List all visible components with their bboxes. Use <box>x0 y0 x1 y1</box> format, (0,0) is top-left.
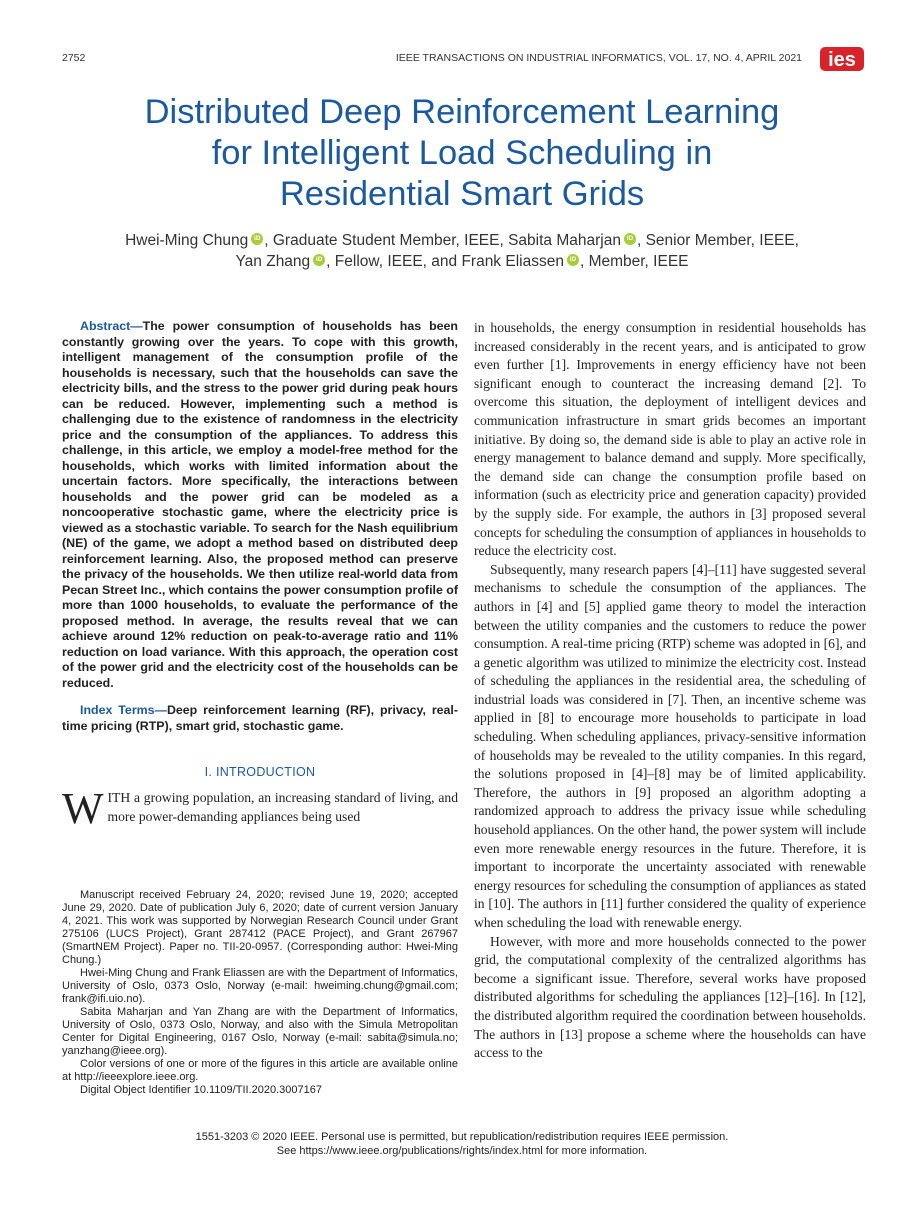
copyright-line: 1551-3203 © 2020 IEEE. Personal use is permitted, but republication/redistribution requires IEEE permission. <box>195 1131 729 1143</box>
footnote-color-versions: Color versions of one or more of the figures in this article are available online at http://ieeexplore.ieee.org. <box>62 1058 458 1083</box>
index-terms <box>62 703 458 734</box>
orcid-icon[interactable]: iD <box>624 233 636 245</box>
author-name: Sabita Maharjan <box>508 232 621 249</box>
author-affiliation: , Fellow, IEEE, and <box>326 253 462 270</box>
footnote-affiliation-2: Sabita Maharjan and Yan Zhang are with the Department of Informatics, University of Oslo, 0373 Oslo, Norway, and also with the Simula Metropolitan Center for Digital Engineering, 0167 Oslo, Norway (e-mail: sabita@simula.no; yanzhang@ieee.org). <box>62 1006 458 1057</box>
title-line-2: for Intelligent Load Scheduling in <box>211 134 713 172</box>
ies-logo <box>818 44 866 74</box>
section-heading-introduction: I. INTRODUCTION <box>204 765 316 779</box>
abstract <box>62 319 458 691</box>
author-list <box>62 230 862 272</box>
rights-link-line: See https://www.ieee.org/publications/rights/index.html for more information. <box>276 1145 648 1157</box>
logo-text: ies <box>828 49 856 71</box>
author-affiliation: , Graduate Student Member, IEEE, <box>264 232 509 249</box>
abstract-label: Abstract— <box>80 319 143 333</box>
footnote-doi: Digital Object Identifier 10.1109/TII.2020.3007167 <box>80 1084 322 1096</box>
page-number: 2752 <box>62 52 86 64</box>
title-line-3: Residential Smart Grids <box>279 175 645 213</box>
orcid-icon[interactable]: iD <box>251 233 263 245</box>
abstract-text: The power consumption of households has been constantly growing over the years. To cope with this growth, intelligent management of the consumption profile of the households is necessary, such that the households can save the electricity bills, and the stress to the power grid during peak hours can be reduced. However, implementing such a method is challenging due to the existence of randomness in the electricity price and the consumption of the appliances. To address this challenge, in this article, we employ a model-free method for the households, which works with limited information about the uncertain factors. More specifically, the interactions between households and the power grid can be modeled as a noncooperative stochastic game, where the electricity price is viewed as a stochastic variable. To search for the Nash equilibrium (NE) of the game, we adopt a method based on distributed deep reinforcement learning. Also, the proposed method can preserve the privacy of the households. We then utilize real-world data from Pecan Street Inc., which contains the power consumption profile of more than 1000 households, to evaluate the performance of the proposed method. In average, the results reveal that we can achieve around 12% reduction on peak-to-average ratio and 11% reduction on load variance. With this approach, the operation cost of the power grid and the electricity cost of the households can be reduced. <box>62 319 458 690</box>
author-name: Yan Zhang <box>235 253 311 270</box>
author-name: Hwei-Ming Chung <box>125 232 249 249</box>
orcid-icon[interactable]: iD <box>567 254 579 266</box>
body-paragraph: in households, the energy consumption in residential households has increased considerably in the recent years, and is anticipated to grow even further [1]. Improvements in energy efficiency have not been significant enough to counteract the increasing demand [2]. To overcome this situation, the deployment of intelligent devices and communication infrastructure in smart grids becomes an important initiative. By doing so, the demand side is able to play an active role in energy management to balance demand and supply. More specifically, the demand side can change the consumption profile based on information (such as electricity price and generation capacity) provided by the supply side. For example, the authors in [3] proposed several concepts for scheduling the consumption of appliances in households to reduce the electricity cost. <box>474 320 866 559</box>
journal-name: IEEE TRANSACTIONS ON INDUSTRIAL INFORMATICS, VOL. 17, NO. 4, APRIL 2021 <box>395 52 802 64</box>
author-affiliation: , Member, IEEE <box>579 253 689 270</box>
index-terms-label: Index Terms— <box>80 703 167 717</box>
author-name: Frank Eliassen <box>461 253 564 270</box>
index-terms-text: Deep reinforcement learning (RF), privacy, real-time pricing (RTP), smart grid, stochastic game. <box>62 703 458 733</box>
footnote-affiliation-1: Hwei-Ming Chung and Frank Eliassen are with the Department of Informatics, University of Oslo, 0373 Oslo, Norway (e-mail: hweiming.chung@gmail.com; frank@ifi.uio.no). <box>62 967 458 1005</box>
body-paragraph: However, with more and more households connected to the power grid, the computational complexity of the centralized algorithms has become a significant issue. Therefore, several works have proposed distributed algorithms for scheduling the appliances [12]–[16]. In [12], the distributed algorithm required the coordination between households. The authors in [13] propose a scheme where the households can have access to the <box>474 933 866 1061</box>
orcid-icon[interactable]: iD <box>313 254 325 266</box>
footnote-manuscript: Manuscript received February 24, 2020; revised June 19, 2020; accepted June 29, 2020. Date of publication July 6, 2020; date of current version January 4, 2021. This work was supported by Norwegian Research Council under Grant 275106 (LUCS Project), Grant 287412 (PACE Project), and Grant 267967 (SmartNEM Project). Paper no. TII-20-0957. (Corresponding author: Hwei-Ming Chung.) <box>62 889 458 966</box>
drop-cap: W <box>62 784 104 833</box>
intro-text: ITH a growing population, an increasing standard of living, and more power-demanding appliances being used <box>107 790 458 824</box>
intro-paragraph <box>62 784 458 833</box>
copyright-footer <box>62 1130 862 1158</box>
footnotes <box>62 889 458 1097</box>
paper-title <box>92 92 832 215</box>
author-affiliation: , Senior Member, IEEE, <box>636 232 799 249</box>
title-line-1: Distributed Deep Reinforcement Learning <box>144 93 780 131</box>
body-paragraph: Subsequently, many research papers [4]–[11] have suggested several mechanisms to schedule the consumption of the appliances. The authors in [4] and [5] applied game theory to model the interaction between the utility companies and the customers to reduce the power consumption. A real-time pricing (RTP) scheme was adopted in [6], and a genetic algorithm was utilized to minimize the electricity cost. Instead of scheduling the appliances in the residential area, the scheduling of industrial loads was considered in [7]. Then, an incentive scheme was applied in [8] to encourage more households to participate in load scheduling. When scheduling appliances, privacy-sensitive information of households may be revealed to the utility companies. In this regard, the solutions proposed in [4]–[8] may be of limited applicability. Therefore, the authors in [9] proposed an algorithm adopting a randomized approach to address the privacy issue while scheduling household appliances. On the other hand, the power system will include even more renewable energy resources in the future. Therefore, it is important to incorporate the uncertainty associated with renewable energy resources for scheduling the consumption of appliances as stated in [10]. The authors in [11] further considered the quality of experience when scheduling the load with renewable energy. <box>474 561 866 930</box>
left-column <box>62 319 458 833</box>
right-column <box>474 319 866 1063</box>
running-header <box>0 50 924 70</box>
